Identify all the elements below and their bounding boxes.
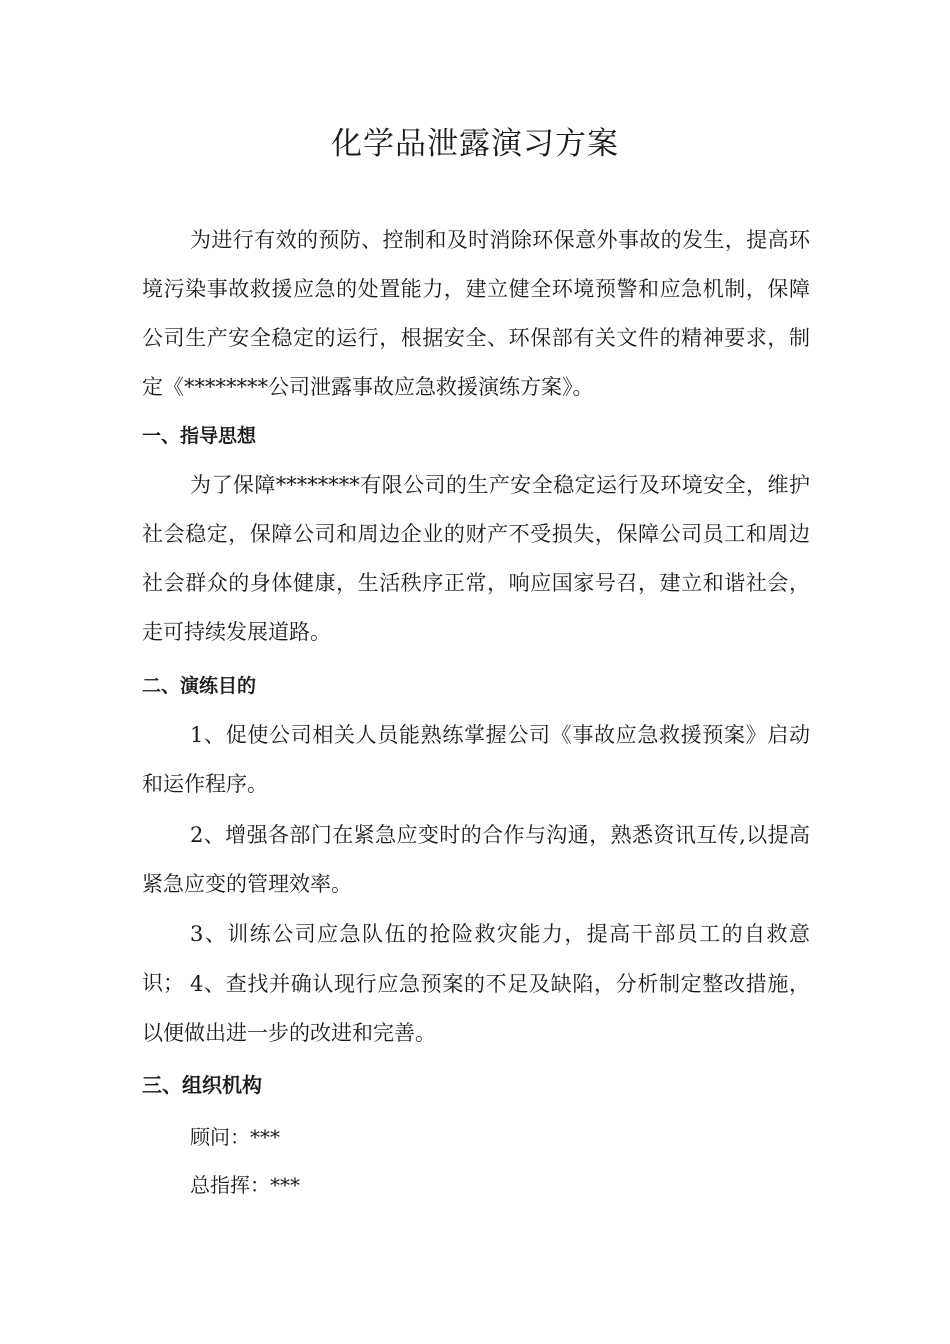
- drill-purpose-item-1: 1、促使公司相关人员能熟练掌握公司《事故应急救援预案》启动和运作程序。: [142, 723, 810, 796]
- document-title: 化学品泄露演习方案: [331, 126, 619, 162]
- section-heading-guiding-ideology: 一、指导思想: [142, 425, 257, 447]
- guiding-ideology-paragraph: 为了保障********有限公司的生产安全稳定运行及环境安全，维护社会稳定，保障公司和周边企业的财产不受损失，保障公司员工和周边社会群众的身体健康，生活秩序正常，响应国家号召，建立和谐社会，走可持续发展道路。: [142, 473, 810, 644]
- advisor-line: 顾问：***: [190, 1125, 280, 1149]
- commander-line: 总指挥：***: [190, 1173, 300, 1197]
- intro-paragraph: 为进行有效的预防、控制和及时消除环保意外事故的发生，提高环境污染事故救援应急的处置能力，建立健全环境预警和应急机制，保障公司生产安全稳定的运行，根据安全、环保部有关文件的精神要求，制定《********公司泄露事故应急救援演练方案》。: [142, 228, 810, 399]
- drill-purpose-item-2: 2、增强各部门在紧急应变时的合作与沟通，熟悉资讯互传,以提高紧急应变的管理效率。: [142, 823, 810, 896]
- section-heading-drill-purpose: 二、演练目的: [142, 675, 257, 697]
- drill-purpose-item-3: 3、训练公司应急队伍的抢险救灾能力，提高干部员工的自救意识；: [142, 922, 810, 995]
- section-heading-organization: 三、组织机构: [142, 1073, 262, 1097]
- drill-purpose-item-4: 4、查找并确认现行应急预案的不足及缺陷，分析制定整改措施，以便做出进一步的改进和完善。: [142, 972, 810, 1045]
